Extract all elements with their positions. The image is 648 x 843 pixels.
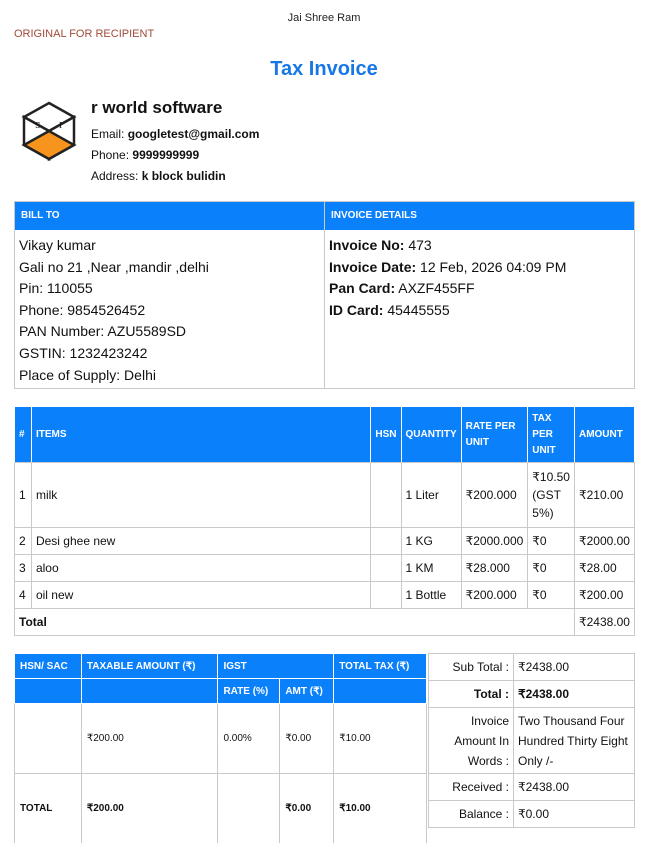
item-tax: ₹10.50 (GST 5%) [528, 463, 575, 528]
tax-total-tax: ₹10.00 [334, 704, 427, 774]
amount-in-words-row [429, 708, 635, 774]
table-row [15, 528, 635, 555]
pan-card: AXZF455FF [398, 280, 475, 297]
subtotal-label: Sub Total : [429, 654, 514, 681]
tax-header-row [15, 654, 427, 679]
balance-row [429, 801, 635, 828]
customer-name: Vikay kumar [19, 237, 96, 253]
company-email: googletest@gmail.com [127, 127, 260, 141]
company-phone-line [91, 145, 259, 166]
received-label: Received : [429, 774, 514, 801]
col-taxable-amount: TAXABLE AMOUNT (₹) [81, 654, 218, 679]
invoice-date-line [329, 257, 630, 279]
col-igst-rate: RATE (%) [218, 679, 280, 704]
items-header-row [15, 407, 635, 463]
email-label: Email: [91, 127, 125, 141]
col-rate-per-unit: RATE PER UNIT [461, 407, 528, 463]
item-rate: ₹200.000 [461, 582, 528, 609]
item-amount: ₹2000.00 [574, 528, 634, 555]
item-name: Desi ghee new [31, 528, 370, 555]
item-quantity: 1 KG [401, 528, 461, 555]
company-logo [18, 100, 80, 162]
item-rate: ₹2000.000 [461, 528, 528, 555]
invoice-number-label: Invoice No: [329, 237, 405, 253]
item-name: oil new [31, 582, 370, 609]
tax-total-rate [218, 774, 280, 843]
item-hsn [371, 463, 401, 528]
total-row [429, 681, 635, 708]
subtotal-value: ₹2438.00 [514, 654, 635, 681]
company-block [16, 98, 636, 188]
logo-letter-i: I [59, 121, 63, 130]
bill-to-invoice-details-box [14, 201, 635, 389]
item-hsn [371, 582, 401, 609]
tax-taxable-amount: ₹200.00 [81, 704, 218, 774]
table-row [15, 704, 427, 774]
company-address: k block bulidin [141, 169, 226, 183]
item-quantity: 1 Liter [401, 463, 461, 528]
invoice-date: 12 Feb, 2026 04:09 PM [420, 258, 567, 275]
col-tax-per-unit: TAX PER UNIT [528, 407, 575, 463]
col-hsn: HSN [371, 407, 401, 463]
place-of-supply: Place of Supply: Delhi [19, 366, 156, 383]
item-tax: ₹0 [528, 582, 575, 609]
company-name: r world software [91, 98, 223, 117]
item-amount: ₹28.00 [574, 555, 634, 582]
col-items: ITEMS [31, 407, 370, 463]
customer-pin: Pin: 110055 [19, 280, 93, 297]
col-total-tax: TOTAL TAX (₹) [334, 654, 427, 679]
row-number: 1 [15, 463, 32, 528]
page-title: Tax Invoice [270, 58, 378, 80]
invoice-details-section [325, 202, 634, 388]
item-name: aloo [31, 555, 370, 582]
col-hsn-sac-blank [15, 679, 82, 704]
items-table [14, 406, 635, 636]
items-total-label: Total [15, 609, 575, 636]
row-number: 3 [15, 555, 32, 582]
tax-subheader-row [15, 679, 427, 704]
col-quantity: QUANTITY [401, 407, 461, 463]
company-email-line [91, 124, 259, 145]
customer-pan: PAN Number: AZU5589SD [19, 323, 187, 340]
tax-igst-rate: 0.00% [218, 704, 280, 774]
row-number: 2 [15, 528, 32, 555]
item-quantity: 1 KM [401, 555, 461, 582]
item-amount: ₹200.00 [574, 582, 634, 609]
company-address-line [91, 166, 259, 187]
col-igst: IGST [218, 654, 334, 679]
amount-in-words-value: Two Thousand Four Hundred Thirty Eight Only /- [514, 708, 635, 774]
received-row [429, 774, 635, 801]
bill-to-header: BILL TO [15, 202, 324, 230]
item-tax: ₹0 [528, 555, 575, 582]
item-rate: ₹28.000 [461, 555, 528, 582]
bill-to-section [15, 202, 325, 388]
item-quantity: 1 Bottle [401, 582, 461, 609]
id-card-label: ID Card: [329, 301, 384, 318]
col-number: # [15, 407, 32, 463]
invoice-details-header: INVOICE DETAILS [325, 202, 634, 230]
amount-summary-table [428, 653, 635, 828]
original-for-recipient-label: ORIGINAL FOR RECIPIENT [14, 28, 155, 40]
item-name: milk [31, 463, 370, 528]
received-value: ₹2438.00 [514, 774, 635, 801]
table-row [15, 555, 635, 582]
tax-total-taxable: ₹200.00 [81, 774, 218, 843]
balance-label: Balance : [429, 801, 514, 828]
item-hsn [371, 528, 401, 555]
pan-card-label: Pan Card: [329, 280, 396, 297]
item-rate: ₹200.000 [461, 463, 528, 528]
table-row [15, 463, 635, 528]
tax-total-tax-value: ₹10.00 [334, 774, 427, 843]
address-label: Address: [91, 169, 139, 183]
tax-total-row [15, 774, 427, 843]
logo-letter-s: S [35, 121, 41, 130]
tax-total-label: TOTAL [15, 774, 82, 843]
total-value: ₹2438.00 [514, 681, 635, 708]
table-row [15, 582, 635, 609]
customer-gstin: GSTIN: 1232423242 [19, 344, 148, 361]
col-amount: AMOUNT [574, 407, 634, 463]
subtotal-row [429, 654, 635, 681]
top-caption: Jai Shree Ram [287, 12, 361, 24]
id-card-line [329, 300, 630, 322]
invoice-number-line [329, 235, 630, 257]
pan-card-line [329, 278, 630, 300]
col-total-tax-blank [334, 679, 427, 704]
items-total-amount: ₹2438.00 [574, 609, 634, 636]
row-number: 4 [15, 582, 32, 609]
phone-label: Phone: [91, 148, 130, 162]
amount-in-words-label: Invoice Amount In Words : [429, 708, 514, 774]
company-phone: 9999999999 [132, 148, 200, 162]
customer-address: Gali no 21 ,Near ,mandir ,delhi [19, 258, 209, 275]
col-hsn-sac: HSN/ SAC [15, 654, 82, 679]
tax-total-amt: ₹0.00 [280, 774, 334, 843]
col-taxable-blank [81, 679, 218, 704]
col-igst-amt: AMT (₹) [280, 679, 334, 704]
invoice-number: 473 [408, 237, 432, 253]
invoice-date-label: Invoice Date: [329, 258, 417, 275]
item-hsn [371, 555, 401, 582]
item-amount: ₹210.00 [574, 463, 634, 528]
total-label: Total : [429, 681, 514, 708]
tax-igst-amt: ₹0.00 [280, 704, 334, 774]
balance-value: ₹0.00 [514, 801, 635, 828]
tax-summary-table [14, 653, 427, 843]
id-card: 45445555 [387, 301, 450, 318]
items-total-row [15, 609, 635, 636]
customer-phone: Phone: 9854526452 [19, 301, 146, 318]
tax-hsn [15, 704, 82, 774]
item-tax: ₹0 [528, 528, 575, 555]
